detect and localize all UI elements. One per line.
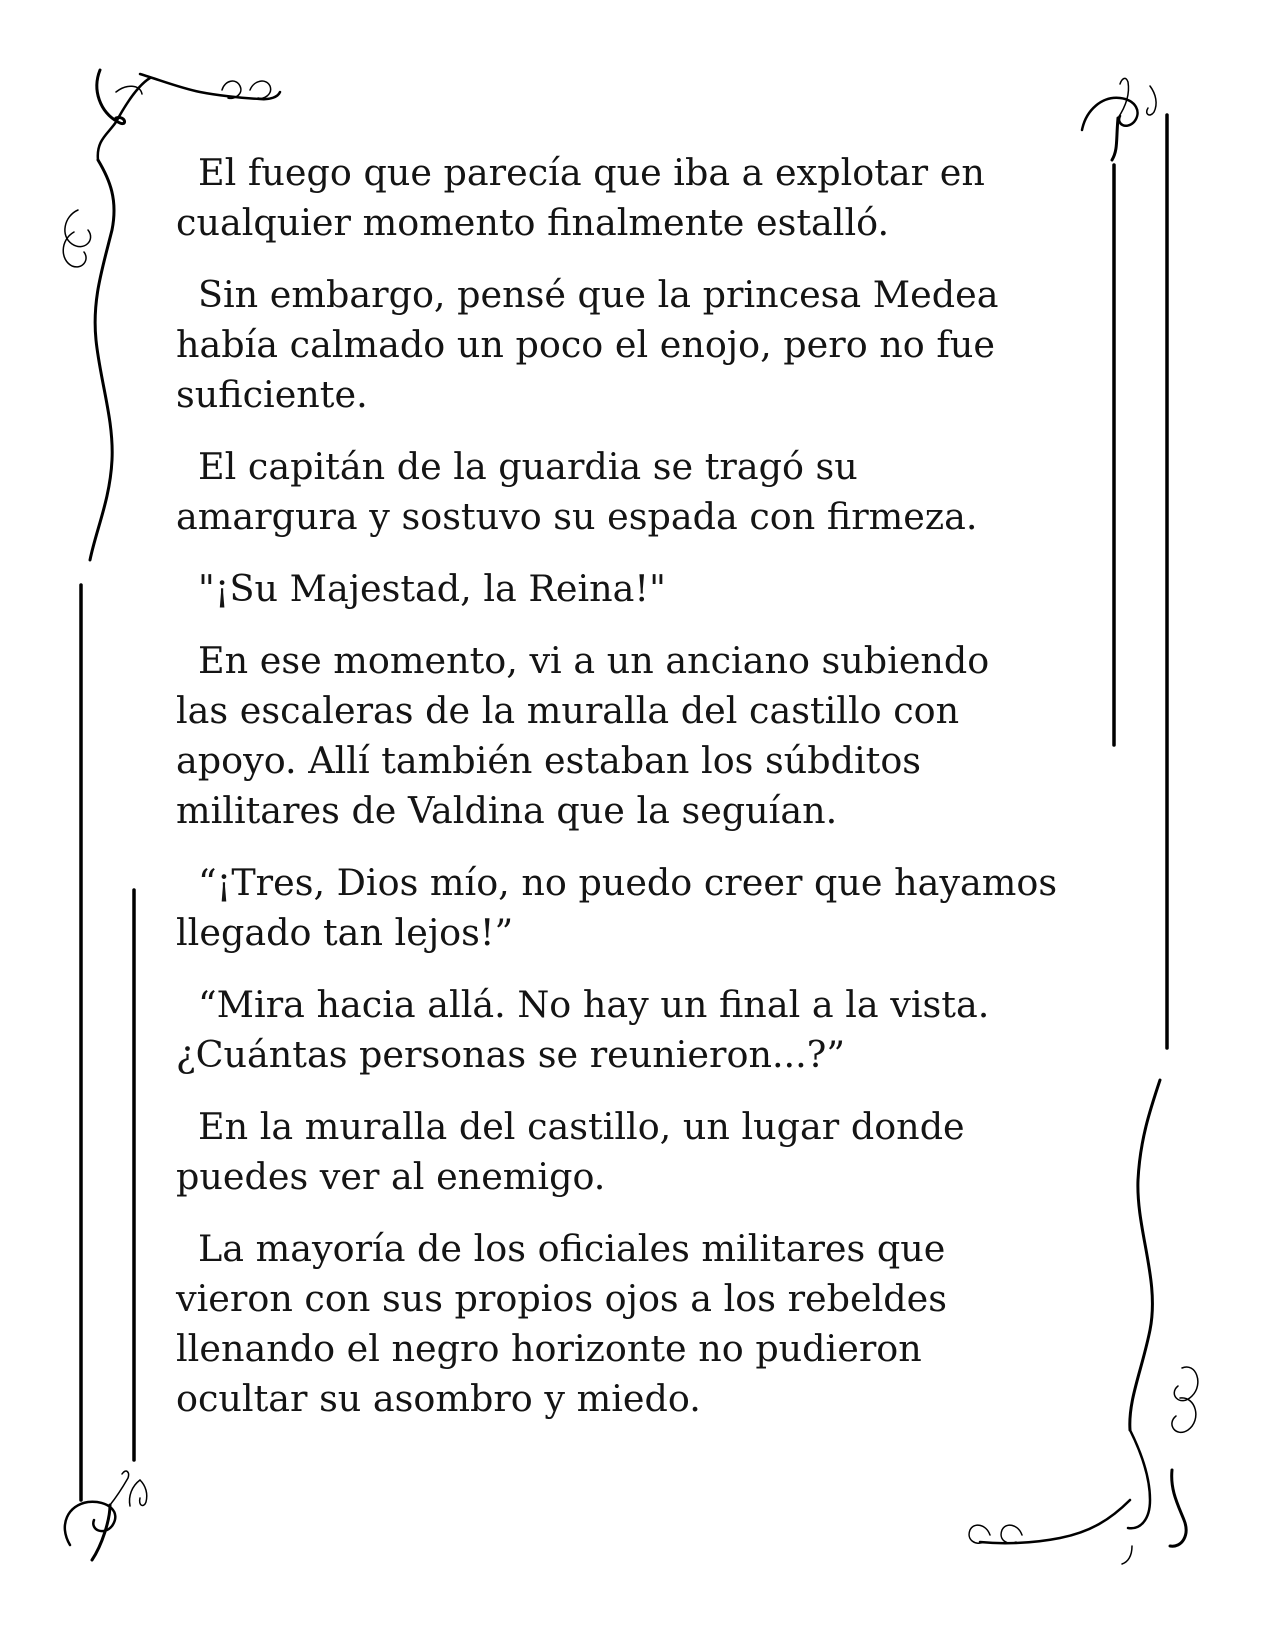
text-line: El capitán de la guardia se tragó su [198,445,858,488]
text-line: las escaleras de la muralla del castillo con [176,689,960,732]
text-line: La mayoría de los oficiales militares que [198,1227,946,1270]
paragraph [176,564,1086,614]
paragraph [176,980,1086,1080]
paragraph [176,636,1086,836]
text-line: En la muralla del castillo, un lugar donde [198,1105,965,1148]
paragraph [176,148,1086,248]
text-line: Sin embargo, pensé que la princesa Medea [198,273,999,316]
text-line: En ese momento, vi a un anciano subiendo [198,639,990,682]
paragraph [176,1102,1086,1202]
paragraph [176,858,1086,958]
text-line: El fuego que parecía que iba a explotar en [198,151,985,194]
text-line: vieron con sus propios ojos a los rebeldes [176,1277,947,1320]
text-line: puedes ver al enemigo. [176,1155,606,1198]
paragraph [176,1224,1086,1424]
text-line: amargura y sostuvo su espada con firmeza. [176,495,978,538]
text-line: ¿Cuántas personas se reunieron...?” [176,1033,845,1076]
bottom-left-flourish-icon [65,1471,147,1560]
paragraph [176,442,1086,542]
text-line: militares de Valdina que la seguían. [176,789,838,832]
text-line: había calmado un poco el enojo, pero no fue [176,323,995,366]
body-text [176,148,1086,1446]
text-line: apoyo. Allí también estaban los súbditos [176,739,922,782]
paragraph [176,270,1086,420]
top-right-flourish-icon [1082,78,1156,160]
text-line: llegado tan lejos!” [176,911,514,954]
text-line: suficiente. [176,373,368,416]
text-line: "¡Su Majestad, la Reina!" [198,567,666,610]
text-line: cualquier momento finalmente estalló. [176,201,890,244]
text-line: llenando el negro horizonte no pudieron [176,1327,922,1370]
text-line: “Mira hacia allá. No hay un final a la vista. [198,983,990,1026]
text-line: “¡Tres, Dios mío, no puedo creer que hayamos [198,861,1058,904]
text-line: ocultar su asombro y miedo. [176,1377,701,1420]
